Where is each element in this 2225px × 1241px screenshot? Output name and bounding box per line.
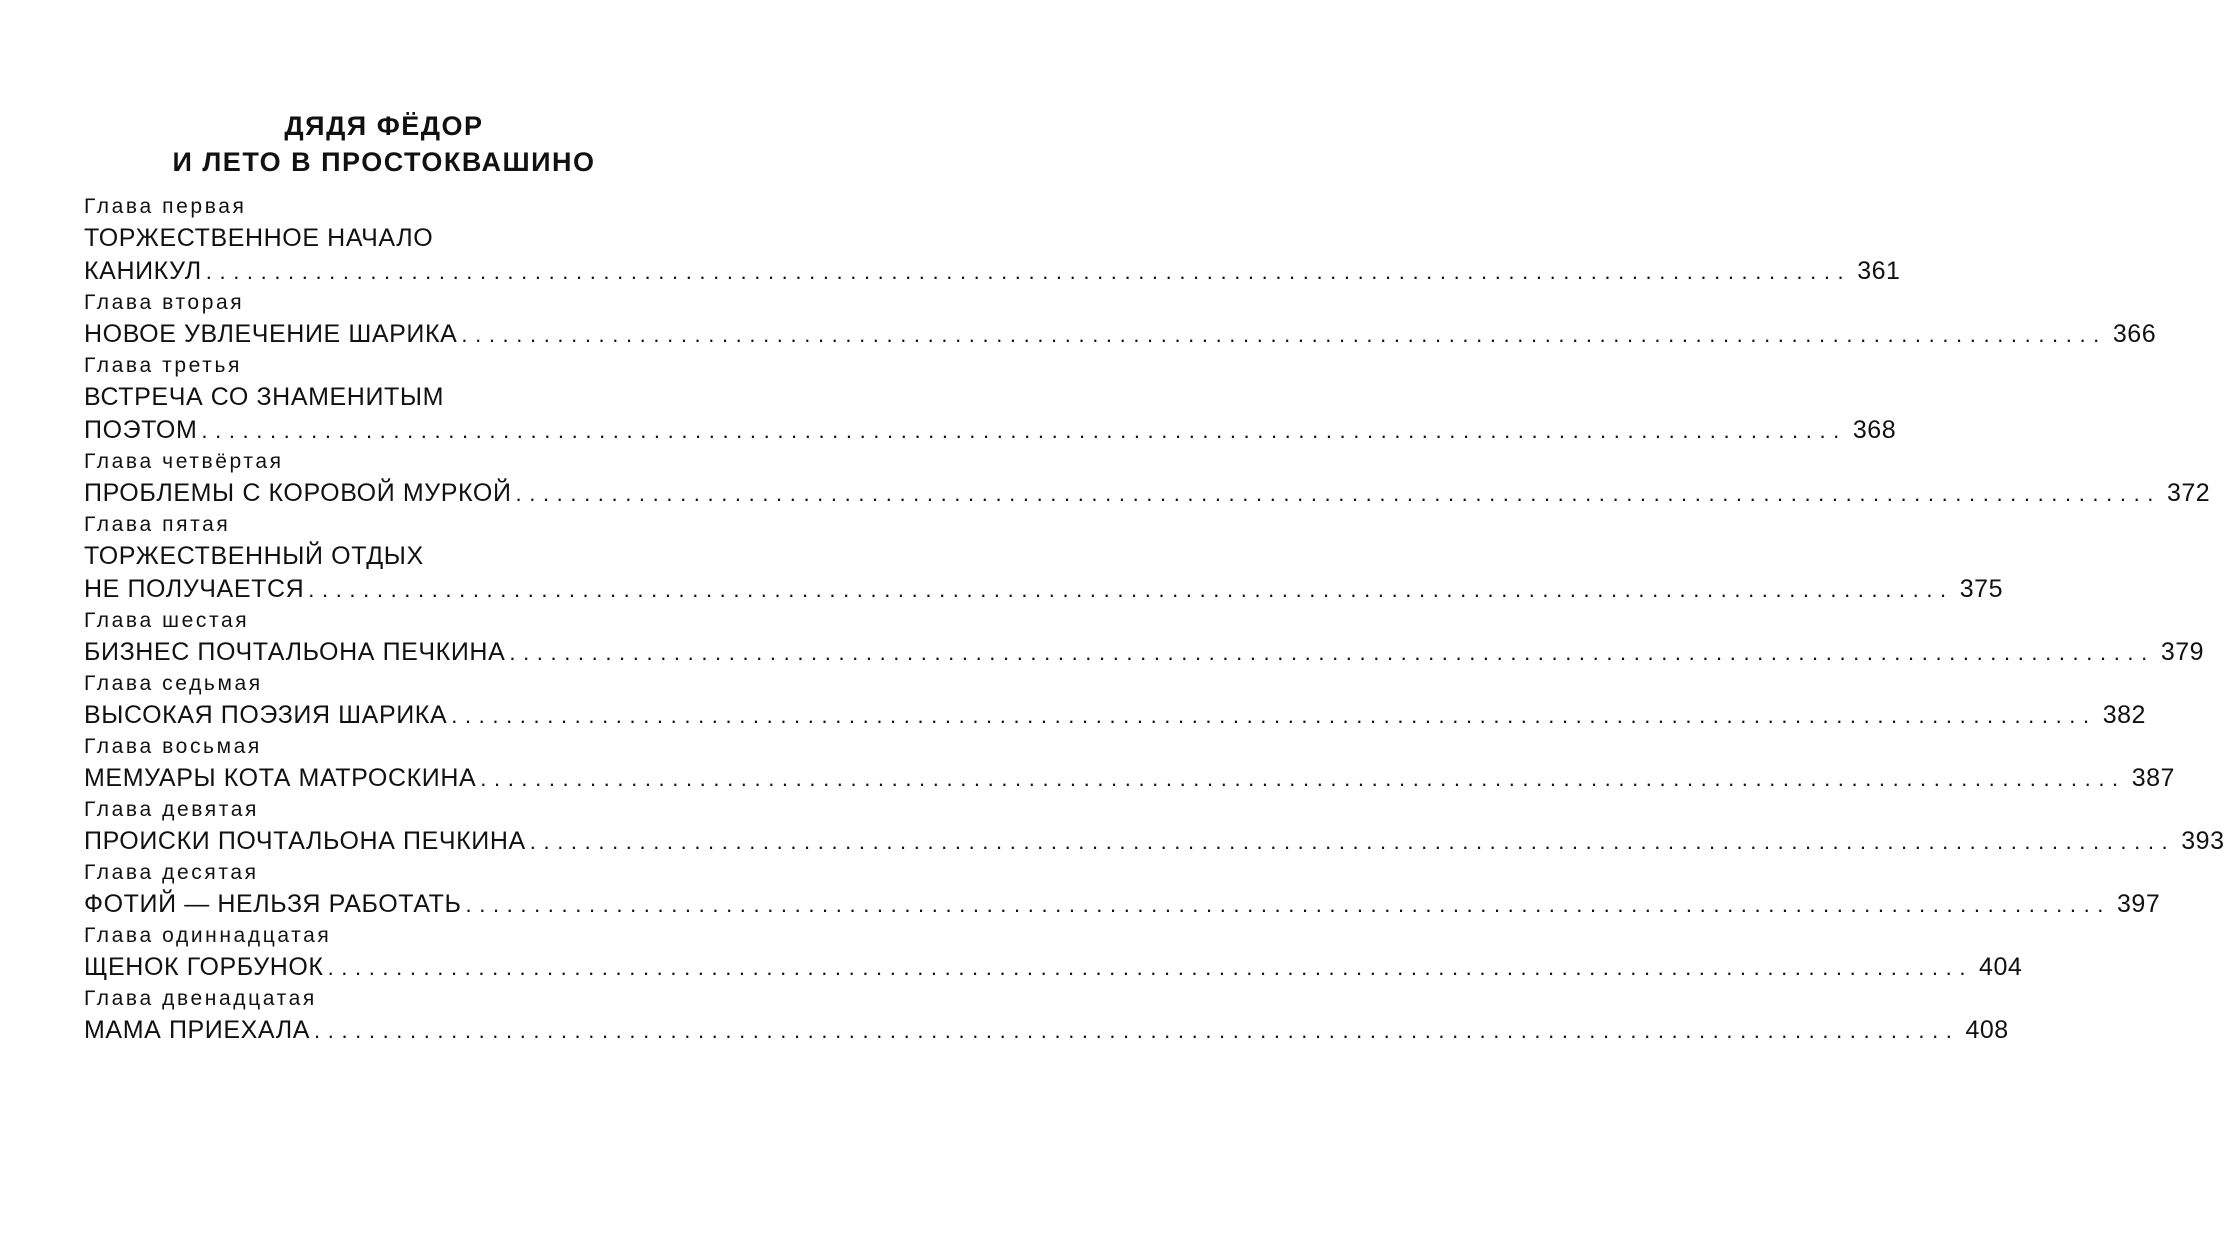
toc-entry <box>84 669 2146 732</box>
chapter-title <box>84 636 2205 669</box>
chapter-title-first-line: ТОРЖЕСТВЕННЫЙ ОТДЫХ <box>84 542 424 570</box>
chapter-label: Глава одиннадцатая <box>84 924 332 947</box>
toc-entry <box>84 351 1897 447</box>
dot-leader: ........................................................................................................................ <box>451 703 2097 728</box>
toc-entry <box>84 795 2225 858</box>
chapter-label: Глава пятая <box>84 513 231 536</box>
toc-entry <box>84 447 2211 510</box>
chapter-title <box>84 540 2003 606</box>
chapter-label: Глава десятая <box>84 861 259 884</box>
page-number: 372 <box>2167 479 2211 507</box>
chapter-title-last-line: МЕМУАРЫ КОТА МАТРОСКИНА <box>84 764 477 792</box>
page-number: 379 <box>2160 638 2205 666</box>
chapter-title-first-line: ВСТРЕЧА СО ЗНАМЕНИТЫМ <box>84 383 445 411</box>
leader-line <box>84 951 2023 984</box>
page-number: 387 <box>2131 764 2175 792</box>
chapter-title-last-line: БИЗНЕС ПОЧТАЛЬОНА ПЕЧКИНА <box>84 638 506 666</box>
page-number: 397 <box>2117 890 2161 918</box>
chapter-title <box>84 318 2157 351</box>
chapter-label: Глава четвёртая <box>84 450 284 473</box>
leader-line <box>84 699 2146 732</box>
leader-line <box>84 255 1901 288</box>
dot-leader: ........................................................................................................................ <box>308 577 1954 602</box>
dot-leader: ........................................................................................................................ <box>509 640 2155 665</box>
dot-leader: ........................................................................................................................ <box>529 829 2176 854</box>
chapter-label: Глава двенадцатая <box>84 987 317 1010</box>
chapter-title <box>84 951 2023 984</box>
chapter-title-last-line: МАМА ПРИЕХАЛА <box>84 1016 311 1044</box>
dot-leader: ........................................................................................................................ <box>461 322 2107 347</box>
chapter-title <box>84 222 1901 288</box>
chapter-label: Глава вторая <box>84 291 245 314</box>
toc-entry <box>84 606 2205 669</box>
leader-line <box>84 1014 2009 1047</box>
chapter-title <box>84 477 2211 510</box>
chapter-label: Глава первая <box>84 195 247 218</box>
toc-entry <box>84 921 2023 984</box>
chapter-title-last-line: КАНИКУЛ <box>84 257 202 285</box>
chapter-title-last-line: ПРОБЛЕМЫ С КОРОВОЙ МУРКОЙ <box>84 479 512 507</box>
chapter-label: Глава восьмая <box>84 735 262 758</box>
chapter-title-first-line: ТОРЖЕСТВЕННОЕ НАЧАЛО <box>84 224 434 252</box>
toc-entry <box>84 192 1901 288</box>
leader-line <box>84 825 2225 858</box>
dot-leader: ........................................................................................................................ <box>515 481 2161 506</box>
chapter-title <box>84 381 1897 447</box>
page-number: 382 <box>2102 701 2146 729</box>
chapter-title <box>84 825 2225 858</box>
page-number: 366 <box>2112 320 2157 348</box>
page-title <box>0 108 768 180</box>
leader-line <box>84 762 2175 795</box>
page-number: 408 <box>1965 1016 2009 1044</box>
chapter-title <box>84 1014 2009 1047</box>
chapter-title-last-line: ПРОИСКИ ПОЧТАЛЬОНА ПЕЧКИНА <box>84 827 526 855</box>
chapter-title-last-line: ЩЕНОК ГОРБУНОК <box>84 953 324 981</box>
chapter-label: Глава седьмая <box>84 672 263 695</box>
title-line-1: ДЯДЯ ФЁДОР <box>284 111 484 141</box>
dot-leader: ........................................................................................................................ <box>480 766 2126 791</box>
dot-leader: ........................................................................................................................ <box>327 955 1974 980</box>
page-number: 368 <box>1852 416 1897 444</box>
dot-leader: ........................................................................................................................ <box>205 259 1852 284</box>
toc-entry <box>84 732 2175 795</box>
page-number: 404 <box>1979 953 2023 981</box>
toc-entry <box>84 288 2157 351</box>
chapter-label: Глава шестая <box>84 609 250 632</box>
toc-entry <box>84 510 2003 606</box>
leader-line <box>84 636 2205 669</box>
chapter-label: Глава девятая <box>84 798 260 821</box>
chapter-label: Глава третья <box>84 354 242 377</box>
chapter-title-last-line: ФОТИЙ — НЕЛЬЗЯ РАБОТАТЬ <box>84 890 462 918</box>
page-number: 361 <box>1857 257 1901 285</box>
leader-line <box>84 318 2157 351</box>
leader-line <box>84 888 2161 921</box>
chapter-title-last-line: НОВОЕ УВЛЕЧЕНИЕ ШАРИКА <box>84 320 458 348</box>
chapter-title <box>84 888 2161 921</box>
chapter-title-last-line: ВЫСОКАЯ ПОЭЗИЯ ШАРИКА <box>84 701 448 729</box>
chapter-title-last-line: НЕ ПОЛУЧАЕТСЯ <box>84 575 305 603</box>
chapter-title <box>84 762 2175 795</box>
leader-line <box>84 414 1897 447</box>
toc-entry <box>84 858 2161 921</box>
title-line-2: И ЛЕТО В ПРОСТОКВАШИНО <box>172 147 596 177</box>
dot-leader: ........................................................................................................................ <box>314 1018 1960 1043</box>
page-number: 375 <box>1959 575 2003 603</box>
dot-leader: ........................................................................................................................ <box>201 418 1847 443</box>
table-of-contents <box>84 192 2225 1047</box>
chapter-title <box>84 699 2146 732</box>
toc-entry <box>84 984 2009 1047</box>
leader-line <box>84 573 2003 606</box>
page-number: 393 <box>2181 827 2225 855</box>
chapter-title-last-line: ПОЭТОМ <box>84 416 198 444</box>
dot-leader: ........................................................................................................................ <box>465 892 2112 917</box>
leader-line <box>84 477 2211 510</box>
